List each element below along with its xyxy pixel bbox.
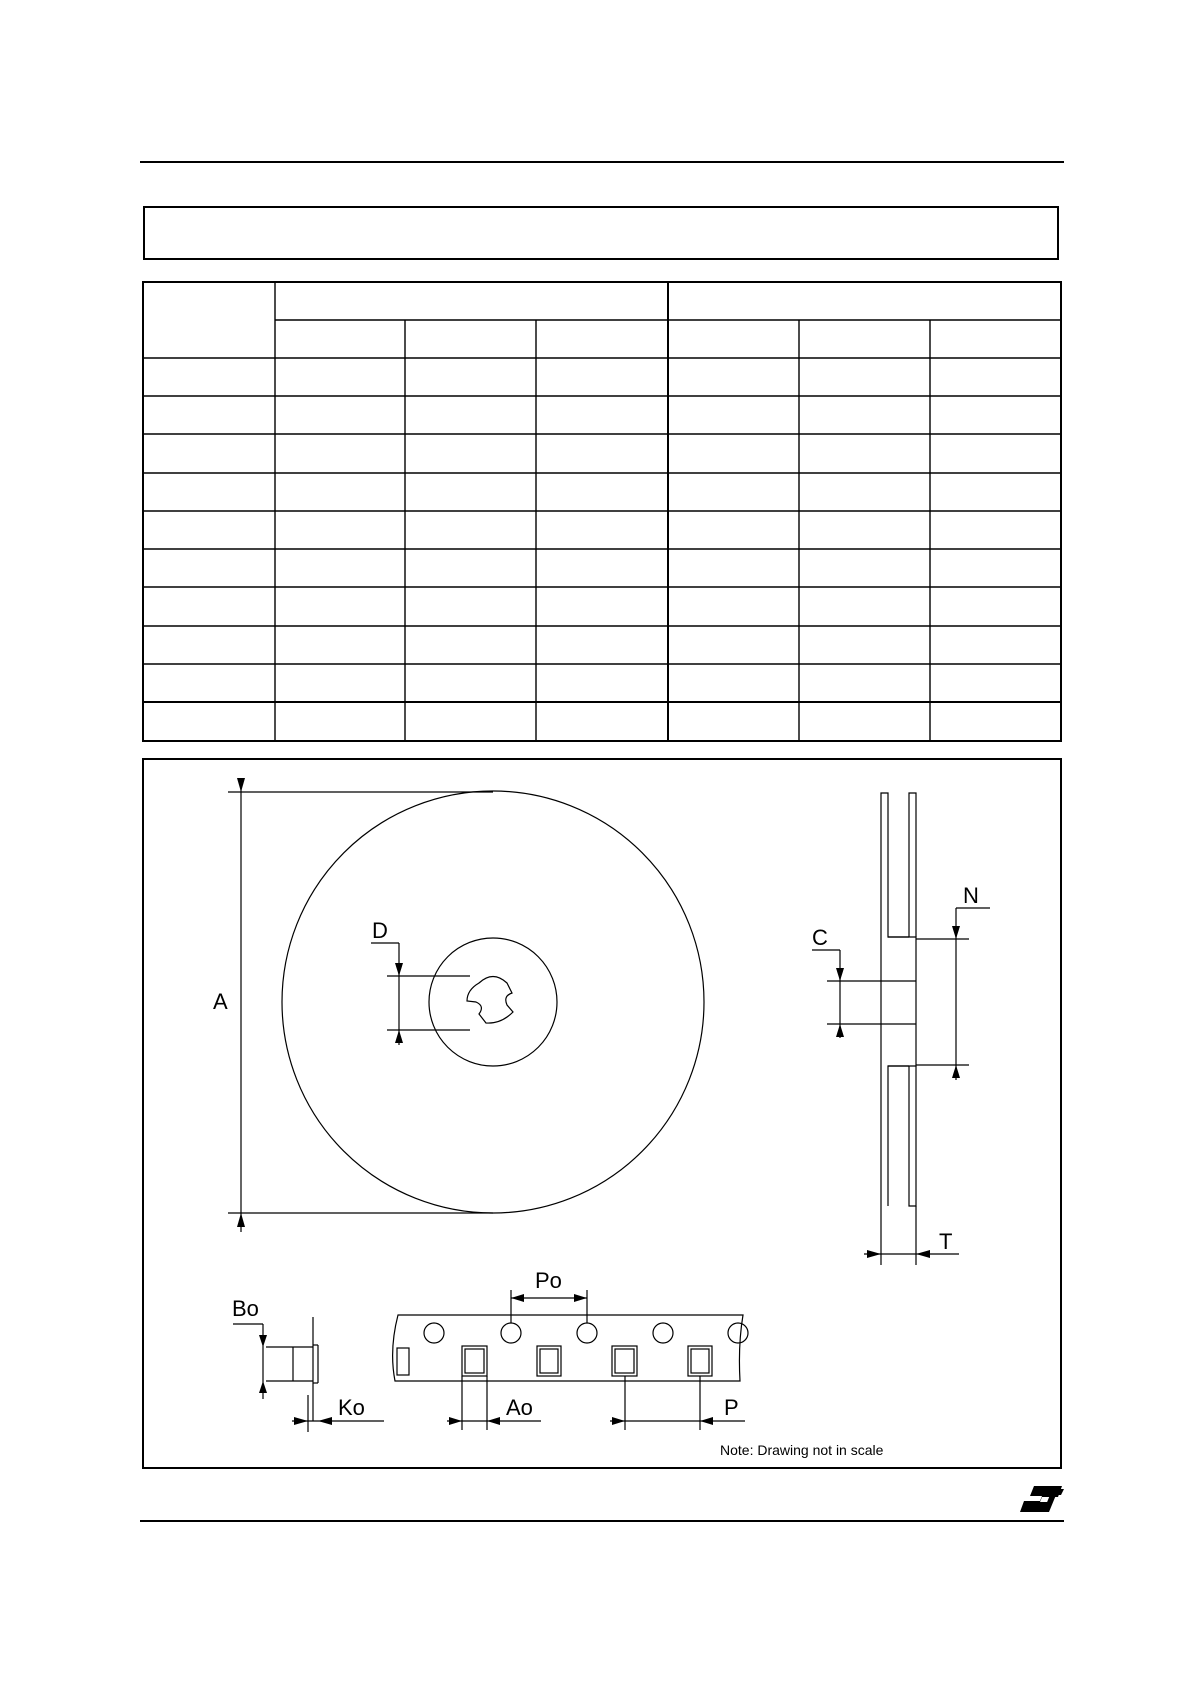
reel-hub-circle: [429, 938, 557, 1066]
reel-side-left-flange: [881, 793, 916, 1206]
label-bo: Bo: [232, 1296, 259, 1321]
label-po: Po: [535, 1268, 562, 1293]
label-c: C: [812, 925, 828, 950]
st-logo: [1020, 1486, 1064, 1512]
scale-note: Note: Drawing not in scale: [720, 1442, 884, 1458]
reel-spindle-hole: [467, 977, 513, 1024]
reel-outer-circle: [282, 791, 704, 1213]
label-p: P: [724, 1395, 739, 1420]
reel-side-right-flange: [909, 793, 916, 1206]
drawing-frame: [143, 759, 1061, 1468]
label-t: T: [939, 1229, 953, 1254]
label-n: N: [963, 883, 979, 908]
tape-section: [266, 1317, 313, 1421]
label-a: A: [213, 989, 228, 1014]
label-ao: Ao: [506, 1395, 533, 1420]
label-ko: Ko: [338, 1395, 365, 1420]
label-d: D: [372, 918, 388, 943]
